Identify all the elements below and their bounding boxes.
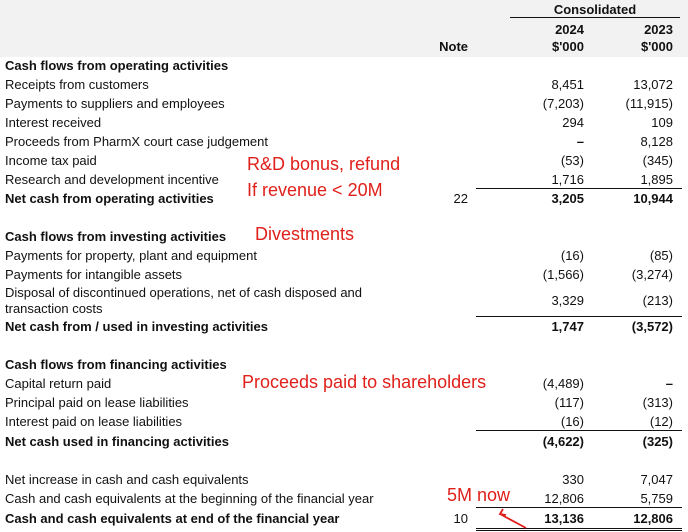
note-ref: 10 [453, 511, 468, 526]
note-ref: 22 [453, 191, 468, 206]
row-label: Receipts from customers [5, 77, 149, 92]
col-2024-unit: $'000 [551, 39, 584, 54]
value-2023: (12) [649, 414, 673, 429]
value-2023: (325) [642, 434, 673, 449]
row-label: Net cash used in financing activities [5, 434, 229, 449]
value-2024: 8,451 [551, 77, 584, 92]
row-label: Net increase in cash and cash equivalents [5, 472, 249, 487]
value-2023: 12,806 [633, 511, 673, 526]
value-2024: (16) [560, 414, 584, 429]
row-label: Net cash from operating activities [5, 191, 214, 206]
value-2023: (345) [642, 153, 673, 168]
annotation-rd-bonus: R&D bonus, refund [247, 154, 401, 174]
value-2023: (3,572) [631, 319, 673, 334]
value-2024: (4,489) [542, 376, 584, 391]
row-label-continued: transaction costs [5, 301, 103, 316]
annotation-divestments: Divestments [255, 224, 355, 244]
value-2024: (117) [554, 395, 584, 410]
value-2023: – [665, 376, 673, 391]
col-2024-year: 2024 [555, 22, 584, 37]
row-label: Interest paid on lease liabilities [5, 414, 183, 429]
value-2024: – [576, 134, 584, 149]
row-label: Research and development incentive [5, 172, 219, 187]
annotation-revenue-threshold: If revenue < 20M [247, 180, 383, 200]
row-label: Payments to suppliers and employees [5, 96, 225, 111]
row-label: Cash and cash equivalents at end of the financial year [5, 511, 340, 526]
value-2023: 10,944 [633, 191, 673, 206]
row-label: Interest received [5, 115, 102, 130]
row-label: Principal paid on lease liabilities [5, 395, 189, 410]
row-label: Cash and cash equivalents at the beginning of the financial year [5, 491, 374, 506]
value-2024: 3,329 [551, 293, 584, 308]
value-2024: (7,203) [542, 96, 584, 111]
value-2023: 13,072 [633, 77, 673, 92]
subtotal-rule [476, 316, 682, 317]
value-2023: 8,128 [640, 134, 673, 149]
subtotal-rule [476, 507, 682, 508]
value-2024: (1,566) [542, 267, 584, 282]
row-label: Payments for property, plant and equipment [5, 248, 257, 263]
section-heading-operating: Cash flows from operating activities [5, 58, 229, 73]
consolidated-heading: Consolidated [553, 2, 637, 17]
value-2024: 294 [562, 115, 584, 130]
section-heading-investing: Cash flows from investing activities [5, 229, 227, 244]
row-label: Capital return paid [5, 376, 112, 391]
section-heading-financing: Cash flows from financing activities [5, 357, 227, 372]
consolidated-underline [510, 17, 680, 18]
annotation-proceeds: Proceeds paid to shareholders [242, 372, 487, 392]
row-label: Payments for intangible assets [5, 267, 183, 282]
subtotal-rule [476, 188, 682, 189]
value-2024: 330 [562, 472, 584, 487]
value-2023: 7,047 [640, 472, 673, 487]
row-label: Proceeds from PharmX court case judgement [5, 134, 269, 149]
col-2023-unit: $'000 [640, 39, 673, 54]
value-2023: 1,895 [640, 172, 673, 187]
total-double-rule-bottom [476, 530, 682, 531]
value-2023: (3,274) [631, 267, 673, 282]
value-2023: (11,915) [625, 96, 673, 111]
value-2024: 3,205 [551, 191, 584, 206]
row-label: Income tax paid [5, 153, 97, 168]
row-label: Disposal of discontinued operations, net of cash disposed and [5, 285, 363, 300]
value-2024: 1,716 [551, 172, 584, 187]
value-2023: (313) [642, 395, 673, 410]
value-2023: (85) [649, 248, 673, 263]
subtotal-rule [476, 430, 682, 431]
total-double-rule-top [476, 528, 682, 529]
row-label: Net cash from / used in investing activities [5, 319, 268, 334]
value-2024: 12,806 [544, 491, 584, 506]
value-2023: (213) [642, 293, 673, 308]
note-header: Note [439, 39, 468, 54]
value-2023: 109 [651, 115, 673, 130]
value-2024: (4,622) [542, 434, 584, 449]
value-2024: 13,136 [544, 511, 584, 526]
value-2023: 5,759 [640, 491, 673, 506]
col-2023-year: 2023 [644, 22, 673, 37]
value-2024: 1,747 [551, 319, 584, 334]
annotation-5m-now: 5M now [447, 485, 511, 505]
value-2024: (16) [560, 248, 584, 263]
value-2024: (53) [560, 153, 584, 168]
